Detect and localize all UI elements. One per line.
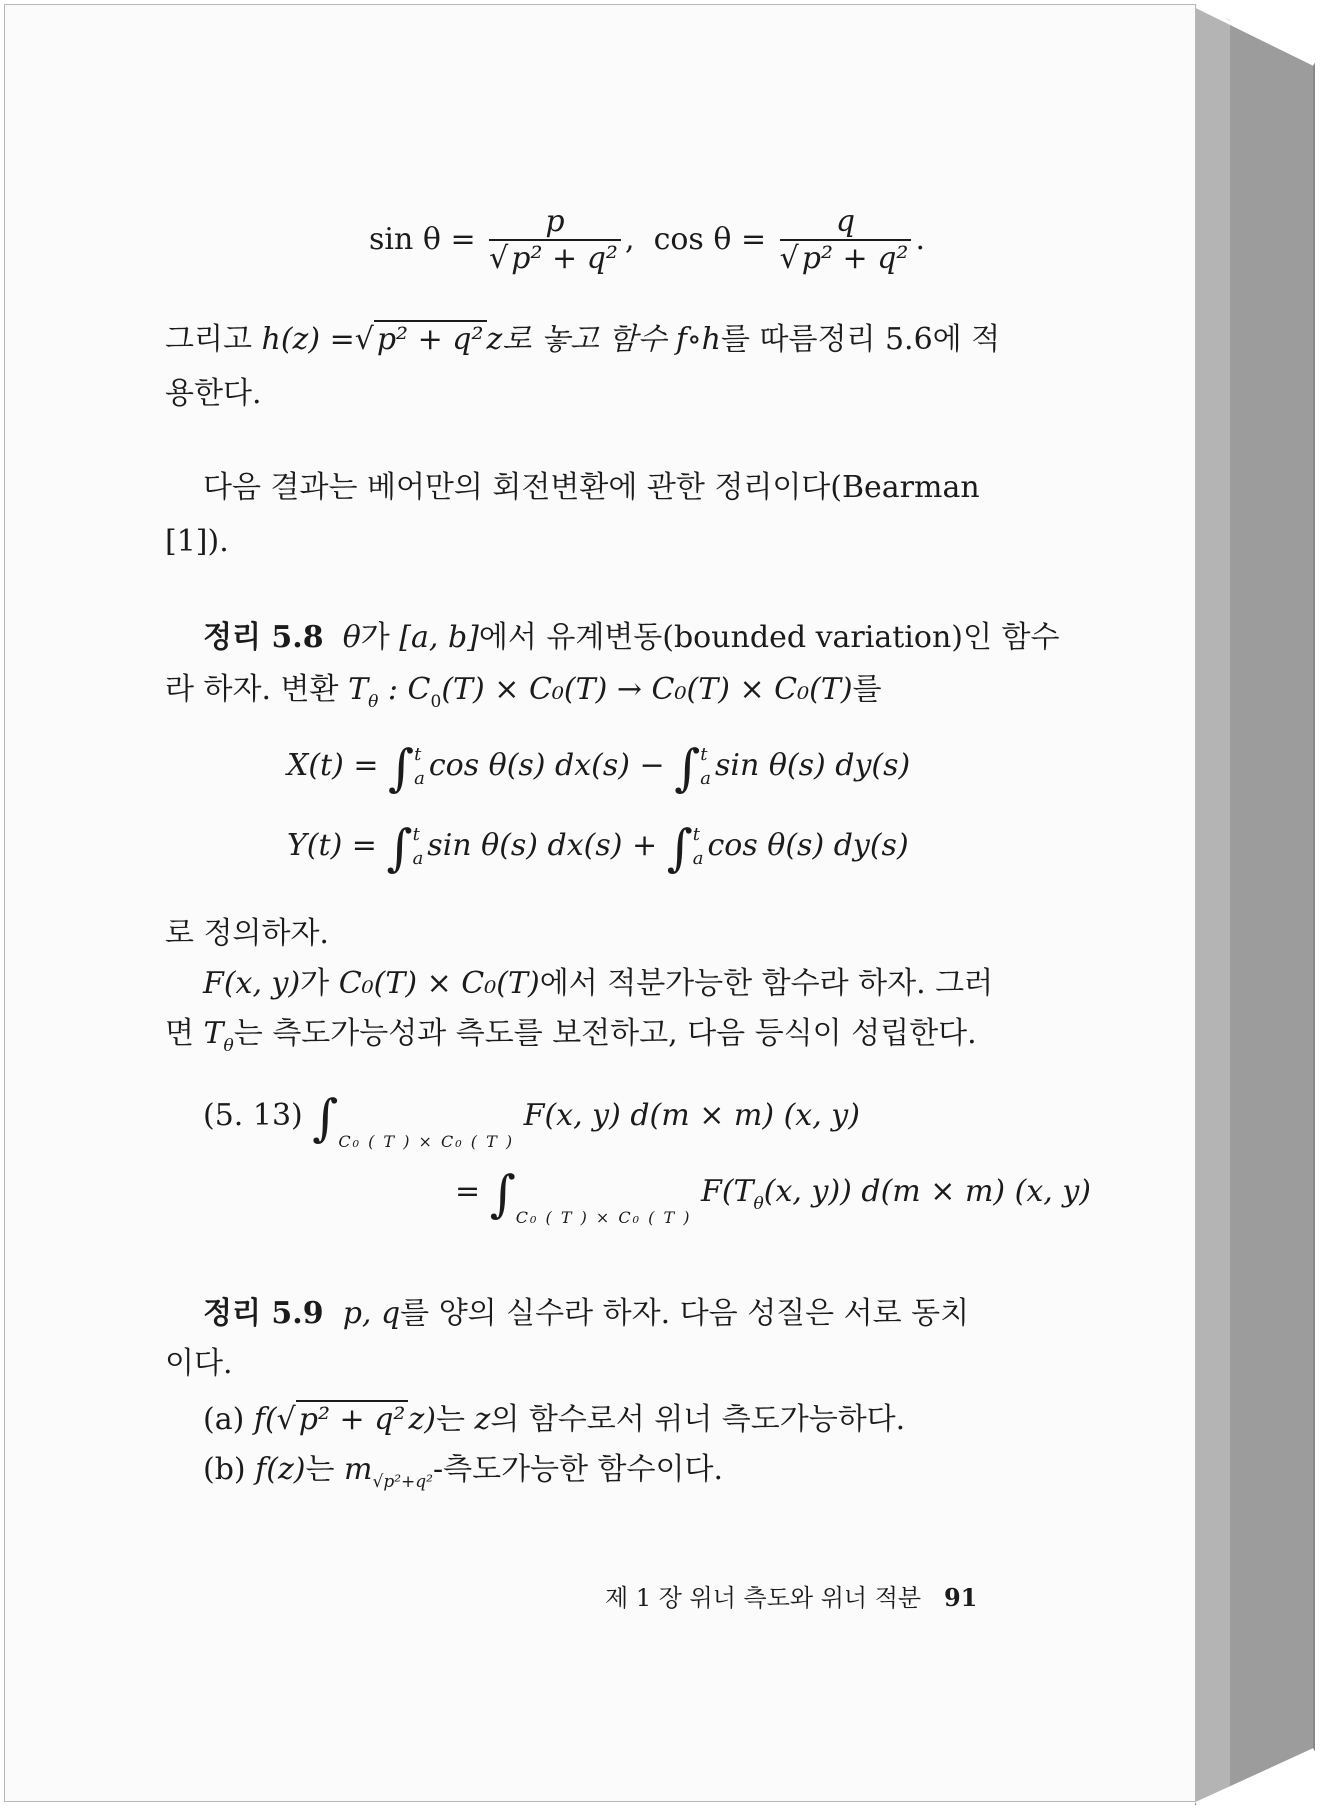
thm59-vars: p, q <box>342 1296 401 1331</box>
thm58-map: (T) × C₀(T) → C₀(T) × C₀(T) <box>441 672 853 707</box>
thm58-text-d: 를 <box>852 672 882 707</box>
thm59-label: 정리 5.9 <box>203 1296 324 1331</box>
cos-numerator: q <box>780 205 912 241</box>
thm58-space: C₀(T) × C₀(T) <box>338 966 540 1001</box>
thm58-F: F(x, y) <box>203 966 301 1001</box>
formula-cos-label: cos θ = <box>653 222 767 257</box>
thm58-para2-line2 <box>165 1015 977 1065</box>
cos-fraction: $\frac{q}{\text{√ p² + q²}}$ <box>780 205 912 277</box>
eq-X-lhs: X(t) = <box>287 748 379 783</box>
page-footer <box>605 1579 977 1617</box>
formula-comma: , <box>624 222 635 257</box>
thm59-a-sqrt: p² + q² <box>296 1400 409 1437</box>
book-page <box>4 4 1196 1802</box>
integral-lower-limit: a <box>414 768 425 789</box>
thm59-b-text-a: 는 <box>305 1452 335 1487</box>
integral-upper-limit: t <box>412 824 420 845</box>
formula-sin-cos <box>369 205 925 277</box>
thm59-item-a: (a) f(√ p² + q² z)는 z의 함수로서 위너 측도가능하다. <box>203 1402 906 1437</box>
para1-text-c: 를 따름정리 5.6에 적 <box>720 322 1001 357</box>
integral-lower-limit: a <box>692 848 704 869</box>
thm58-p2-text-a: 가 <box>300 966 330 1001</box>
thm58-p2-text-c: 면 <box>165 1016 194 1051</box>
thm58-line2: 라 하자. 변환 $T_\theta$ : $C_0(T) \times C_0(T) \to C_0(T) \times C_0(T)$를 <box>165 672 882 712</box>
integral-sign: ∫ <box>388 739 415 797</box>
thm58-colon-C: : C <box>387 672 431 707</box>
integral-lower-limit: a <box>700 768 711 789</box>
eq-X-term2: sin θ(s) dy(s) <box>714 748 911 783</box>
sin-fraction: $\frac{p}{\text{√ p² + q²}}$ <box>489 205 621 277</box>
thm58-line1 <box>203 619 1059 657</box>
thm59-a-label: (a) <box>203 1402 245 1437</box>
thm59-b-label: (b) <box>203 1452 246 1487</box>
thm59-a-text-a: 는 <box>435 1402 465 1437</box>
chapter-title: 제 1 장 위너 측도와 위너 적분 <box>605 1584 922 1612</box>
thm59-a-f: f( <box>253 1402 277 1437</box>
eq-5-13-label: (5. 13) <box>203 1098 303 1133</box>
para1-text-a: 그리고 <box>165 322 252 357</box>
integral-upper-limit: t <box>700 744 708 765</box>
eq-X <box>287 739 911 797</box>
eq-5-13-rhs: F(T <box>701 1174 754 1209</box>
thm59-a-text-b: 의 함수로서 위너 측도가능하다. <box>490 1402 906 1437</box>
thm59-line2: 이다. <box>165 1346 233 1381</box>
eq-Y-term1: sin θ(s) dx(s) + <box>427 828 658 863</box>
eq-5-13-line2 <box>455 1165 1091 1237</box>
thm58-para2-line1 <box>203 965 993 1003</box>
thm58-p2-text-d: 는 측도가능성과 측도를 보전하고, 다음 등식이 성립한다. <box>233 1016 977 1051</box>
formula-sin-label: sin θ = <box>369 222 476 257</box>
eq-5-13-equals: = <box>455 1174 481 1209</box>
eq-Y-term2: cos θ(s) dy(s) <box>707 828 909 863</box>
para1-f-compose-h: f∘h <box>675 322 721 357</box>
para2-line2: [1]). <box>165 524 229 559</box>
thm58-text-a: 가 <box>360 620 390 655</box>
thm58-label: 정리 5.8 <box>203 620 324 655</box>
eq-X-term1: cos θ(s) dx(s) − <box>428 748 665 783</box>
integral-upper-limit: t <box>414 744 422 765</box>
eq-5-13-rhs-sub: θ <box>753 1194 764 1214</box>
integral-sign: ∫ <box>666 819 693 877</box>
thm59-a-z: z) <box>408 1402 436 1437</box>
eq-Y-lhs: Y(t) = <box>287 828 377 863</box>
thm58-p2-T: T <box>203 1016 224 1051</box>
formula-period: . <box>915 222 925 257</box>
thm59-b-text-b: -측도가능한 함수이다. <box>432 1452 723 1487</box>
page-number: 91 <box>943 1583 978 1612</box>
thm58-T-sub: θ <box>368 692 379 712</box>
integral-upper-limit: t <box>692 824 700 845</box>
thm58-T: T <box>348 672 369 707</box>
thm58-def-line: 로 정의하자. <box>165 916 329 951</box>
para1-text-b: z로 놓고 함수 <box>486 322 667 357</box>
eq-5-13-rhs-b: (x, y)) d(m × m) (x, y) <box>763 1174 1091 1209</box>
thm58-p2-text-b: 에서 적분가능한 함수라 하자. 그러 <box>539 966 994 1001</box>
para1-line1: 그리고 h(z) =√ p² + q² z로 놓고 함수 f∘h를 따름정리 5.6에 적 <box>165 322 1001 357</box>
thm59-b-f: f(z) <box>255 1452 306 1487</box>
eq-5-13-lhs: F(x, y) d(m × m) (x, y) <box>523 1098 860 1133</box>
thm59-text-a: 를 양의 실수라 하자. 다음 성질은 서로 동치 <box>400 1296 970 1331</box>
eq-5-13-domain: C₀ ( T ) × C₀ ( T ) <box>338 1132 515 1151</box>
integral-sign: ∫ <box>386 819 413 877</box>
eq-5-13-line1 <box>203 1089 860 1161</box>
thm59-b-m: m <box>344 1452 373 1487</box>
thm58-p2-T-sub: θ <box>223 1036 234 1056</box>
para1-line2: 용한다. <box>165 376 262 411</box>
integral-sign: ∫ <box>674 739 701 797</box>
thm58-theta: θ <box>342 620 361 655</box>
para2-line1: 다음 결과는 베어만의 회전변환에 관한 정리이다(Bearman <box>203 470 980 505</box>
para1-sqrt: p² + q² <box>374 320 487 357</box>
sin-denominator: p² + q² <box>508 239 621 276</box>
thm58-text-c: 라 하자. 변환 <box>165 672 339 707</box>
integral-lower-limit: a <box>412 848 424 869</box>
thm59-line1 <box>203 1295 969 1333</box>
thm58-interval: [a, b] <box>399 620 479 655</box>
para1-h-of-z: h(z) = <box>261 322 355 357</box>
sin-numerator: p <box>489 205 621 241</box>
thm59-b-m-sub: √p²+q² <box>372 1472 433 1492</box>
thm59-a-zvar: z <box>474 1402 491 1437</box>
cos-denominator: p² + q² <box>799 239 912 276</box>
integral-sign: ∫ <box>489 1165 516 1223</box>
integral-sign: ∫ <box>312 1089 339 1147</box>
eq-5-13-domain: C₀ ( T ) × C₀ ( T ) <box>515 1208 692 1227</box>
thm59-item-b <box>203 1451 723 1501</box>
thm58-text-b: 에서 유계변동(bounded variation)인 함수 <box>478 620 1060 655</box>
eq-Y <box>287 819 909 877</box>
